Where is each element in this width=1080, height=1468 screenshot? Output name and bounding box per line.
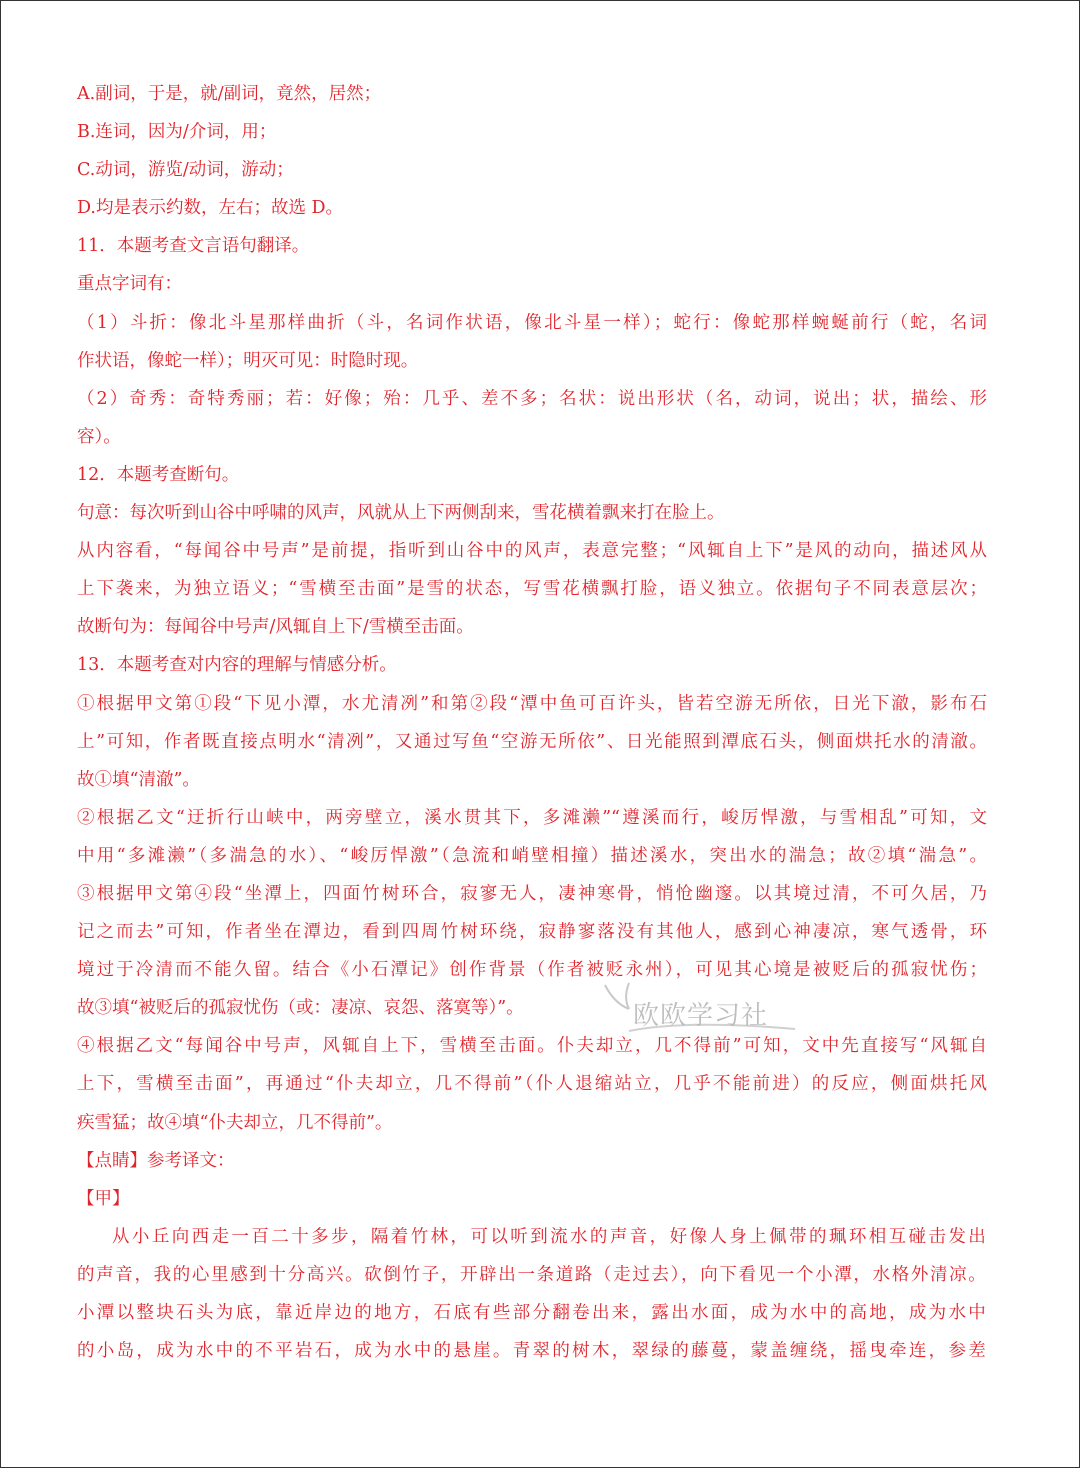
q13-point2-line2: 中用“多滩濑”（多湍急的水）、“峻厉悍激”（急流和峭壁相撞）描述溪水，突出水的湍急；故②填“湍急”。 bbox=[77, 845, 987, 866]
q11-key-words: 重点字词有： bbox=[77, 274, 182, 295]
translation-jia-heading: 【甲】 bbox=[77, 1188, 130, 1209]
line-option-c: C.动词，游览/动词，游动； bbox=[77, 160, 294, 181]
q13-heading: 13．本题考查对内容的理解与情感分析。 bbox=[77, 655, 397, 676]
watermark-text: 欧欧学习社 bbox=[633, 1001, 769, 1031]
q11-heading: 11．本题考查文言语句翻译。 bbox=[77, 236, 310, 257]
line-option-a: A.副词，于是，就/副词，竟然，居然； bbox=[77, 84, 382, 104]
watermark bbox=[599, 979, 799, 1039]
q11-item2-line1: （2）奇秀：奇特秀丽；若：好像；殆：几乎、差不多；名状：说出形状（名，动词，说出；状，描绘、形 bbox=[77, 388, 987, 409]
q13-point1-line3: 故①填“清澈”。 bbox=[77, 769, 200, 790]
q12-answer: 故断句为：每闻谷中号声/风辄自上下/雪横至击面。 bbox=[77, 617, 474, 638]
q13-point3-line3: 境过于冷清而不能久留。结合《小石潭记》创作背景（作者被贬永州），可见其心境是被贬后的孤寂忧伤； bbox=[77, 960, 987, 981]
q11-item2-line2: 容）。 bbox=[77, 426, 121, 447]
q11-item1-line2: 作状语，像蛇一样）；明灭可见：时隐时现。 bbox=[77, 350, 419, 371]
q12-meaning: 句意：每次听到山谷中呼啸的风声，风就从上下两侧刮来，雪花横着飘来打在脸上。 bbox=[77, 503, 725, 524]
key-point-heading: 【点睛】参考译文： bbox=[77, 1150, 235, 1171]
q13-point4-line1: ④根据乙文“每闻谷中号声，风辄自上下，雪横至击面。仆夫却立，几不得前”可知，文中先直接写“风辄自 bbox=[77, 1036, 987, 1057]
q13-point3-line2: 记之而去”可知，作者坐在潭边，看到四周竹树环绕，寂静寥落没有其他人，感到心神凄凉，寒气透骨，环 bbox=[77, 922, 987, 943]
q13-point3-line4: 故③填“被贬后的孤寂忧伤（或：凄凉、哀怨、落寞等）”。 bbox=[77, 998, 524, 1019]
translation-line4: 的小岛，成为水中的不平岩石，成为水中的悬崖。青翠的树木，翠绿的藤蔓，蒙盖缠绕，摇曳牵连，参差 bbox=[77, 1341, 987, 1362]
q13-point4-line2: 上下，雪横至击面”，再通过“仆夫却立，几不得前”（仆人退缩站立，几乎不能前进）的反应，侧面烘托风 bbox=[77, 1074, 987, 1095]
q13-point1-line2: 上”可知，作者既直接点明水“清冽”，又通过写鱼“空游无所依”、日光能照到潭底石头，侧面烘托水的清澈。 bbox=[77, 731, 987, 752]
translation-line2: 的声音，我的心里感到十分高兴。砍倒竹子，开辟出一条道路（走过去），向下看见一个小潭，水格外清凉。 bbox=[77, 1264, 987, 1285]
q12-heading: 12．本题考查断句。 bbox=[77, 464, 240, 485]
translation-line3: 小潭以整块石头为底，靠近岸边的地方，石底有些部分翻卷出来，露出水面，成为水中的高地，成为水中 bbox=[77, 1303, 987, 1323]
q12-analysis-line1: 从内容看，“每闻谷中号声”是前提，指听到山谷中的风声，表意完整；“风辄自上下”是风的动向，描述风从 bbox=[77, 541, 987, 562]
q13-point2-line1: ②根据乙文“迂折行山峡中，两旁壁立，溪水贯其下，多滩濑”“遵溪而行，峻厉悍激，与雪相乱”可知，文 bbox=[77, 807, 987, 828]
q12-analysis-line2: 上下袭来，为独立语义；“雪横至击面”是雪的状态，写雪花横飘打脸，语义独立。依据句子不同表意层次； bbox=[77, 579, 987, 600]
q11-item1-line1: （1）斗折：像北斗星那样曲折（斗，名词作状语，像北斗星一样）；蛇行：像蛇那样蜿蜒前行（蛇，名词 bbox=[77, 312, 987, 333]
answer-content bbox=[77, 75, 987, 1370]
line-option-b: B.连词，因为/介词，用； bbox=[77, 122, 277, 143]
q13-point1-line1: ①根据甲文第①段“下见小潭，水尤清冽”和第②段“潭中鱼可百许头，皆若空游无所依，日光下澈，影布石 bbox=[77, 693, 987, 714]
q13-point3-line1: ③根据甲文第④段“坐潭上，四面竹树环合，寂寥无人，凄神寒骨，悄怆幽邃。以其境过清，不可久居，乃 bbox=[77, 883, 987, 904]
q13-point4-line3: 疾雪猛；故④填“仆夫却立，几不得前”。 bbox=[77, 1112, 393, 1133]
line-option-d: D.均是表示约数，左右；故选 D。 bbox=[77, 198, 344, 219]
translation-line1: 从小丘向西走一百二十多步，隔着竹林，可以听到流水的声音，好像人身上佩带的珮环相互碰击发出 bbox=[112, 1226, 987, 1247]
